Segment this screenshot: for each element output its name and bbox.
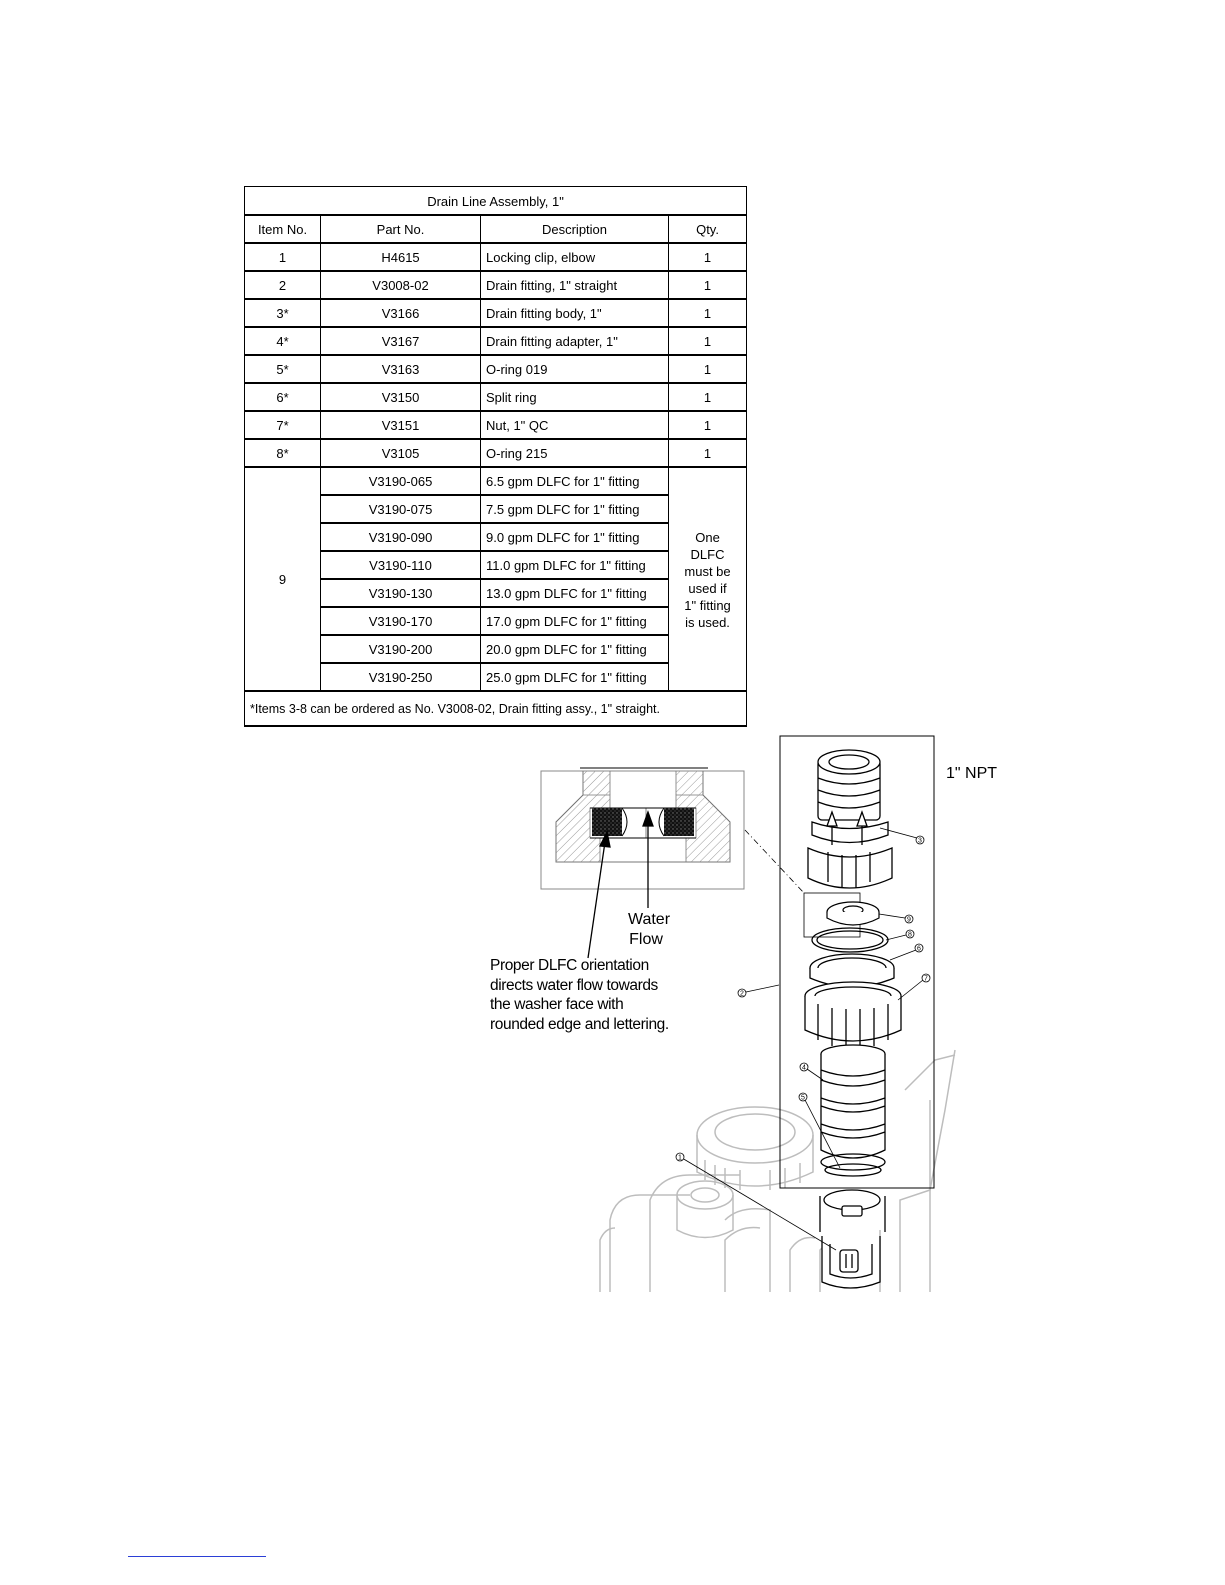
item-no-cell: 6* [245,384,321,412]
callout-leaders [682,828,923,1250]
description-cell: Split ring [481,384,669,412]
table-footnote: *Items 3-8 can be ordered as No. V3008-02, Drain fitting assy., 1" straight. [245,692,747,727]
qty-cell: 1 [669,272,747,300]
part-no-cell: V3190-110 [321,552,481,580]
qty-cell: 1 [669,328,747,356]
part-no-cell: V3150 [321,384,481,412]
part-no-cell: H4615 [321,244,481,272]
callout-8: 8 [908,931,912,939]
orientation-note-line-1: Proper DLFC orientation [490,957,649,974]
description-cell: 20.0 gpm DLFC for 1" fitting [481,636,669,664]
footer-rule [128,1556,266,1557]
callout-5: 5 [801,1094,805,1102]
callout-1: 1 [678,1154,682,1162]
header-item-no: Item No. [245,216,321,244]
item-no-cell: 4* [245,328,321,356]
description-cell: Drain fitting adapter, 1" [481,328,669,356]
part-no-cell: V3190-200 [321,636,481,664]
water-flow-label [628,911,671,948]
qty-cell: 1 [669,244,747,272]
part-no-cell: V3008-02 [321,272,481,300]
callout-3: 3 [918,837,922,845]
part-no-cell: V3105 [321,440,481,468]
nut-1-inch-qc [805,982,901,1048]
water-flow-arrow [643,812,653,908]
header-description: Description [481,216,669,244]
orientation-note-line-3: the washer face with [490,996,624,1013]
part-no-cell: V3190-250 [321,664,481,692]
description-cell: Drain fitting body, 1" [481,300,669,328]
qty-cell: 1 [669,300,747,328]
qty-cell: 1 [669,384,747,412]
description-cell: 7.5 gpm DLFC for 1" fitting [481,496,669,524]
orientation-note [490,957,669,1033]
callout-6: 6 [917,945,921,953]
part-no-cell: V3190-170 [321,608,481,636]
header-part-no: Part No. [321,216,481,244]
item-no-cell: 7* [245,412,321,440]
dlfc-washer [827,902,879,925]
part-no-cell: V3167 [321,328,481,356]
callout-7: 7 [924,975,928,983]
qty-note-line: is used. [685,614,730,630]
description-cell: Locking clip, elbow [481,244,669,272]
drain-fitting-body [808,750,892,888]
part-no-cell: V3166 [321,300,481,328]
description-cell: 6.5 gpm DLFC for 1" fitting [481,468,669,496]
qty-note-line: 1" fitting [684,597,731,613]
item-no-cell: 9 [245,468,321,692]
part-no-cell: V3151 [321,412,481,440]
description-cell: 9.0 gpm DLFC for 1" fitting [481,524,669,552]
table-title: Drain Line Assembly, 1" [245,187,747,216]
item-no-cell: 2 [245,272,321,300]
part-no-cell: V3190-075 [321,496,481,524]
part-no-cell: V3163 [321,356,481,384]
valve-body-background [600,1050,955,1292]
water-flow-line-2: Flow [629,931,663,948]
orientation-note-line-4: rounded edge and lettering. [490,1016,669,1033]
description-cell: 25.0 gpm DLFC for 1" fitting [481,664,669,692]
qty-note-line: used if [688,580,727,596]
callout-4: 4 [802,1064,806,1072]
description-cell: Nut, 1" QC [481,412,669,440]
qty-cell: 1 [669,412,747,440]
qty-cell: 1 [669,356,747,384]
water-flow-line-1: Water [627,911,671,928]
item-no-cell: 1 [245,244,321,272]
dlfc-washer-right [664,808,694,836]
description-cell: 17.0 gpm DLFC for 1" fitting [481,608,669,636]
part-no-cell: V3190-065 [321,468,481,496]
item-no-cell: 3* [245,300,321,328]
qty-note-line: DLFC [690,546,725,562]
item-no-cell: 5* [245,356,321,384]
callout-2: 2 [740,990,744,998]
qty-cell: 1 [669,440,747,468]
part-no-cell: V3190-130 [321,580,481,608]
qty-note-line: must be [684,563,731,579]
o-ring-215 [812,928,888,952]
description-cell: 11.0 gpm DLFC for 1" fitting [481,552,669,580]
qty-note-line: One [695,529,720,545]
drain-fitting-adapter [821,1045,885,1158]
dlfc-detail-inset [541,768,744,889]
item-no-cell: 8* [245,440,321,468]
header-qty: Qty. [669,216,747,244]
locking-clip [820,1190,885,1288]
description-cell: Drain fitting, 1" straight [481,272,669,300]
description-cell: 13.0 gpm DLFC for 1" fitting [481,580,669,608]
part-no-cell: V3190-090 [321,524,481,552]
orientation-note-line-2: directs water flow towards [490,977,658,994]
description-cell: O-ring 215 [481,440,669,468]
npt-label: 1" NPT [946,765,998,782]
description-cell: O-ring 019 [481,356,669,384]
callout-9: 9 [907,916,911,924]
